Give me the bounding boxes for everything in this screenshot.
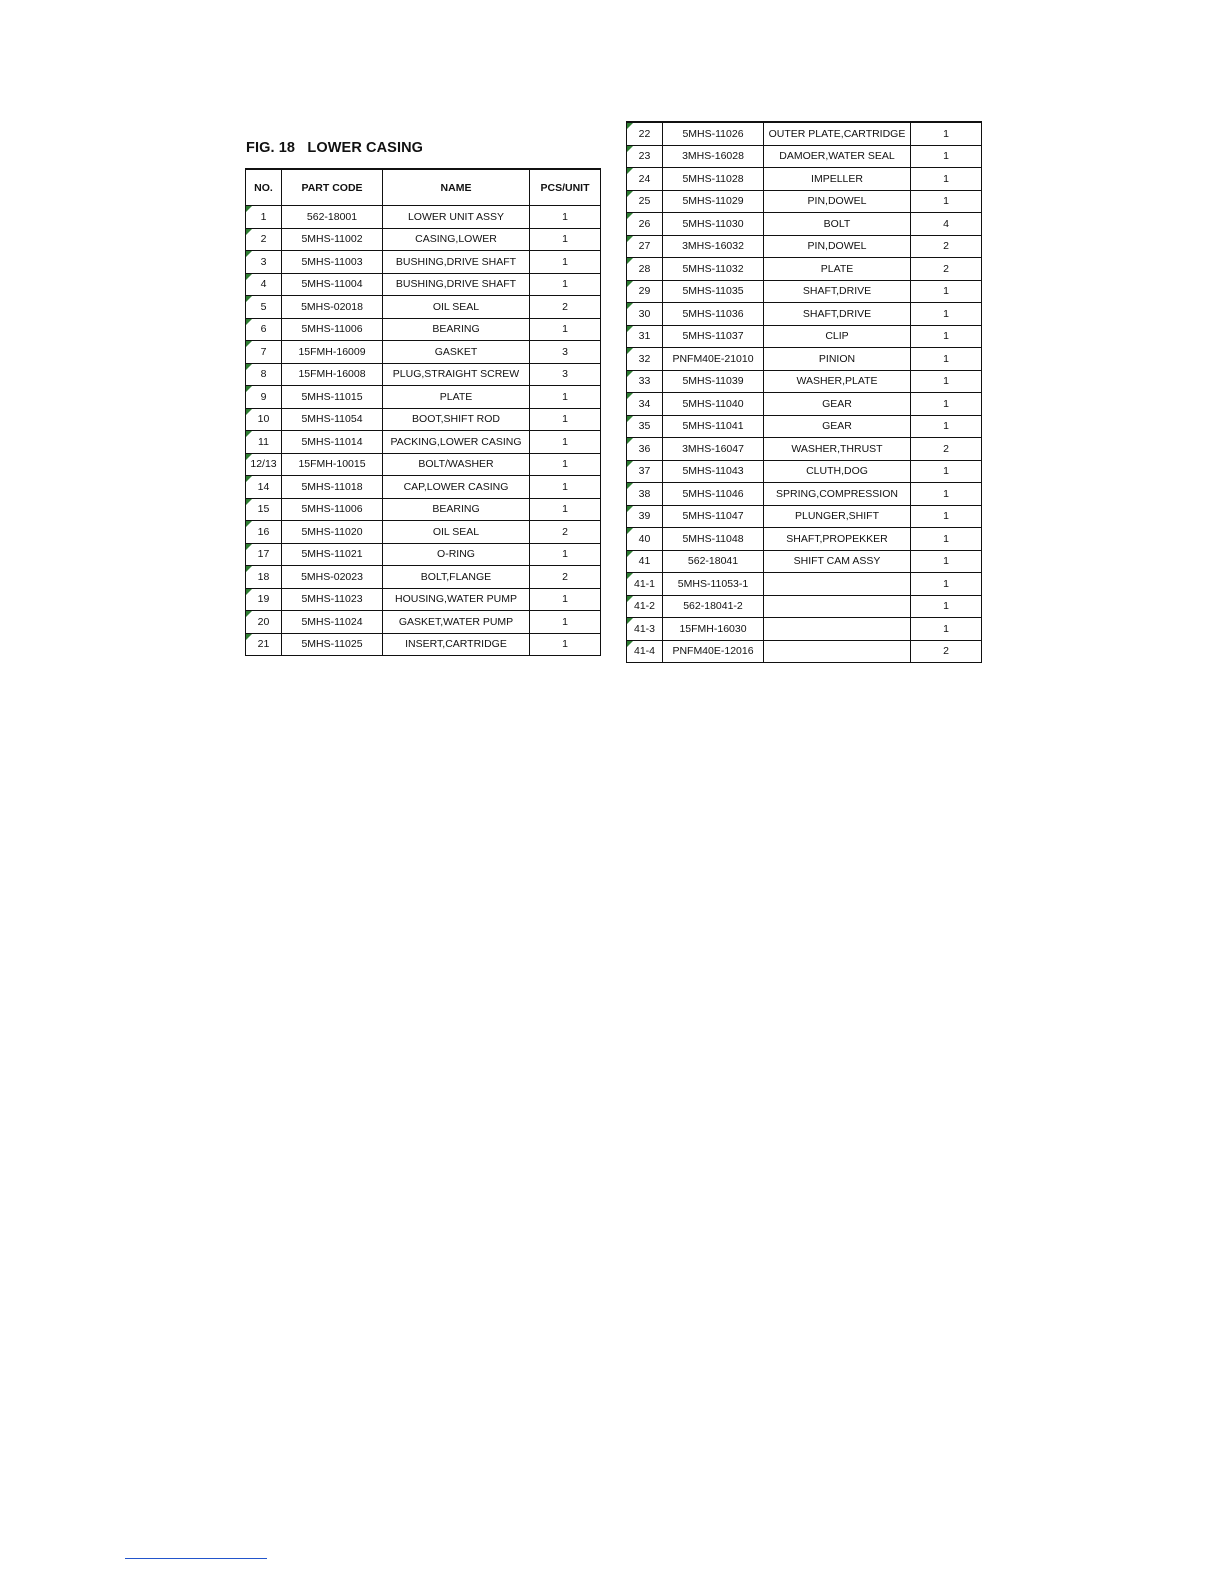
cell-part-code: 562-18001 [282, 206, 383, 229]
cell-name: SPRING,COMPRESSION [764, 483, 911, 506]
cell-part-code: 5MHS-11020 [282, 521, 383, 544]
cell-no: 17 [246, 543, 282, 566]
header-part-code: PART CODE [282, 169, 383, 206]
parts-table-left [245, 168, 601, 656]
cell-pcs: 2 [911, 438, 982, 461]
table-row [246, 363, 601, 386]
cell-no: 19 [246, 588, 282, 611]
table-row [246, 206, 601, 229]
cell-no: 37 [627, 460, 663, 483]
cell-name: PIN,DOWEL [764, 190, 911, 213]
table-row [246, 611, 601, 634]
cell-name: SHIFT CAM ASSY [764, 550, 911, 573]
cell-part-code: 15FMH-10015 [282, 453, 383, 476]
cell-no: 33 [627, 370, 663, 393]
cell-part-code: 5MHS-11006 [282, 498, 383, 521]
cell-no: 27 [627, 235, 663, 258]
cell-name: BOOT,SHIFT ROD [383, 408, 530, 431]
cell-pcs: 2 [530, 296, 601, 319]
cell-no: 6 [246, 318, 282, 341]
cell-pcs: 1 [530, 498, 601, 521]
cell-part-code: 5MHS-11048 [663, 528, 764, 551]
cell-pcs: 2 [911, 235, 982, 258]
table-row [627, 370, 982, 393]
cell-no: 26 [627, 213, 663, 236]
cell-pcs: 1 [530, 476, 601, 499]
cell-name: INSERT,CARTRIDGE [383, 633, 530, 656]
cell-part-code: 5MHS-11040 [663, 393, 764, 416]
cell-part-code: 5MHS-11036 [663, 303, 764, 326]
cell-pcs: 1 [911, 122, 982, 145]
cell-name: BOLT/WASHER [383, 453, 530, 476]
cell-name: PLATE [764, 258, 911, 281]
cell-pcs: 1 [530, 251, 601, 274]
cell-pcs: 3 [530, 363, 601, 386]
header-no: NO. [246, 169, 282, 206]
cell-no: 7 [246, 341, 282, 364]
cell-part-code: 5MHS-11054 [282, 408, 383, 431]
cell-pcs: 1 [911, 303, 982, 326]
cell-no: 32 [627, 348, 663, 371]
cell-no: 31 [627, 325, 663, 348]
cell-part-code: 5MHS-11039 [663, 370, 764, 393]
table-row [246, 521, 601, 544]
cell-no: 41-3 [627, 618, 663, 641]
table-row [627, 595, 982, 618]
cell-part-code: 5MHS-11041 [663, 415, 764, 438]
cell-name: PLUNGER,SHIFT [764, 505, 911, 528]
cell-part-code: 5MHS-11021 [282, 543, 383, 566]
cell-name: O-RING [383, 543, 530, 566]
cell-part-code: 5MHS-02018 [282, 296, 383, 319]
cell-pcs: 1 [911, 460, 982, 483]
cell-part-code: PNFM40E-21010 [663, 348, 764, 371]
cell-pcs: 1 [530, 633, 601, 656]
table-row [627, 438, 982, 461]
cell-pcs: 1 [530, 453, 601, 476]
table-row [246, 453, 601, 476]
header-name: NAME [383, 169, 530, 206]
table-row [246, 633, 601, 656]
cell-pcs: 1 [911, 573, 982, 596]
table-row [246, 498, 601, 521]
cell-pcs: 4 [911, 213, 982, 236]
cell-no: 41-2 [627, 595, 663, 618]
cell-pcs: 2 [530, 566, 601, 589]
table-row [627, 483, 982, 506]
table-row [627, 618, 982, 641]
cell-no: 3 [246, 251, 282, 274]
cell-name: GASKET [383, 341, 530, 364]
cell-part-code: 5MHS-11028 [663, 168, 764, 191]
cell-name: CAP,LOWER CASING [383, 476, 530, 499]
table-row [627, 213, 982, 236]
cell-pcs: 2 [911, 640, 982, 663]
table-row [627, 325, 982, 348]
cell-no: 15 [246, 498, 282, 521]
cell-name: PIN,DOWEL [764, 235, 911, 258]
table-row [246, 273, 601, 296]
cell-part-code: 5MHS-11035 [663, 280, 764, 303]
cell-no: 41 [627, 550, 663, 573]
table-row [627, 640, 982, 663]
table-row [627, 550, 982, 573]
cell-part-code: 5MHS-11002 [282, 228, 383, 251]
cell-pcs: 1 [530, 318, 601, 341]
cell-part-code: 5MHS-11023 [282, 588, 383, 611]
table-row [627, 505, 982, 528]
cell-no: 41-1 [627, 573, 663, 596]
cell-no: 39 [627, 505, 663, 528]
cell-name: PLUG,STRAIGHT SCREW [383, 363, 530, 386]
cell-pcs: 1 [530, 206, 601, 229]
cell-pcs: 1 [911, 370, 982, 393]
cell-name: GEAR [764, 393, 911, 416]
cell-pcs: 1 [530, 228, 601, 251]
cell-pcs: 1 [911, 145, 982, 168]
table-row [627, 280, 982, 303]
cell-name: LOWER UNIT ASSY [383, 206, 530, 229]
cell-name: BOLT,FLANGE [383, 566, 530, 589]
cell-name: GEAR [764, 415, 911, 438]
cell-part-code: 5MHS-11018 [282, 476, 383, 499]
cell-part-code: 5MHS-11014 [282, 431, 383, 454]
cell-part-code: 3MHS-16047 [663, 438, 764, 461]
cell-pcs: 1 [911, 280, 982, 303]
left-table-body [246, 206, 601, 656]
cell-no: 20 [246, 611, 282, 634]
cell-name: BEARING [383, 318, 530, 341]
cell-name: BUSHING,DRIVE SHAFT [383, 251, 530, 274]
table-row [627, 258, 982, 281]
cell-name: WASHER,PLATE [764, 370, 911, 393]
cell-pcs: 3 [530, 341, 601, 364]
cell-name: PACKING,LOWER CASING [383, 431, 530, 454]
cell-part-code: 562-18041-2 [663, 595, 764, 618]
cell-pcs: 1 [911, 483, 982, 506]
cell-name: PLATE [383, 386, 530, 409]
cell-part-code: 5MHS-11026 [663, 122, 764, 145]
table-row [246, 588, 601, 611]
cell-no: 21 [246, 633, 282, 656]
table-row [627, 303, 982, 326]
header-pcs-unit: PCS/UNIT [530, 169, 601, 206]
table-row [246, 476, 601, 499]
table-row [246, 318, 601, 341]
table-row [627, 415, 982, 438]
cell-pcs: 1 [911, 595, 982, 618]
cell-name [764, 573, 911, 596]
cell-part-code: 15FMH-16008 [282, 363, 383, 386]
cell-part-code: 3MHS-16032 [663, 235, 764, 258]
cell-name: CLUTH,DOG [764, 460, 911, 483]
cell-pcs: 1 [530, 386, 601, 409]
parts-table-right [626, 121, 982, 663]
table-row [627, 168, 982, 191]
table-row [246, 386, 601, 409]
cell-pcs: 1 [530, 273, 601, 296]
cell-name: GASKET,WATER PUMP [383, 611, 530, 634]
cell-no: 30 [627, 303, 663, 326]
cell-name: WASHER,THRUST [764, 438, 911, 461]
table-row [246, 566, 601, 589]
cell-no: 16 [246, 521, 282, 544]
table-row [246, 251, 601, 274]
cell-part-code: 5MHS-11015 [282, 386, 383, 409]
cell-pcs: 1 [911, 415, 982, 438]
cell-no: 36 [627, 438, 663, 461]
cell-pcs: 1 [911, 168, 982, 191]
table-row [246, 341, 601, 364]
cell-name: OIL SEAL [383, 521, 530, 544]
cell-part-code: 5MHS-11046 [663, 483, 764, 506]
cell-part-code: 5MHS-11032 [663, 258, 764, 281]
cell-part-code: 5MHS-11025 [282, 633, 383, 656]
cell-pcs: 1 [911, 528, 982, 551]
cell-no: 28 [627, 258, 663, 281]
cell-pcs: 2 [911, 258, 982, 281]
cell-part-code: 15FMH-16030 [663, 618, 764, 641]
cell-part-code: 15FMH-16009 [282, 341, 383, 364]
cell-pcs: 1 [911, 348, 982, 371]
cell-no: 14 [246, 476, 282, 499]
cell-name: BEARING [383, 498, 530, 521]
cell-no: 9 [246, 386, 282, 409]
cell-part-code: 5MHS-11006 [282, 318, 383, 341]
table-row [246, 408, 601, 431]
cell-pcs: 1 [530, 588, 601, 611]
cell-part-code: 3MHS-16028 [663, 145, 764, 168]
cell-pcs: 1 [911, 190, 982, 213]
cell-no: 24 [627, 168, 663, 191]
cell-name: SHAFT,DRIVE [764, 303, 911, 326]
table-row [627, 573, 982, 596]
cell-pcs: 1 [530, 543, 601, 566]
cell-name: SHAFT,DRIVE [764, 280, 911, 303]
table-row [246, 228, 601, 251]
cell-no: 12/13 [246, 453, 282, 476]
cell-no: 4 [246, 273, 282, 296]
cell-name: SHAFT,PROPEKKER [764, 528, 911, 551]
cell-pcs: 1 [911, 505, 982, 528]
cell-no: 29 [627, 280, 663, 303]
cell-part-code: 5MHS-11053-1 [663, 573, 764, 596]
cell-part-code: 5MHS-11004 [282, 273, 383, 296]
cell-pcs: 1 [911, 618, 982, 641]
cell-part-code: 5MHS-11003 [282, 251, 383, 274]
right-table-region [620, 118, 990, 682]
footnote-separator [125, 1558, 267, 1559]
cell-name: IMPELLER [764, 168, 911, 191]
table-row [627, 145, 982, 168]
cell-pcs: 1 [530, 611, 601, 634]
left-table-region [240, 120, 610, 682]
cell-name [764, 595, 911, 618]
cell-no: 5 [246, 296, 282, 319]
cell-name [764, 618, 911, 641]
cell-name: HOUSING,WATER PUMP [383, 588, 530, 611]
cell-name: OUTER PLATE,CARTRIDGE [764, 122, 911, 145]
header-row [246, 169, 601, 206]
cell-name: OIL SEAL [383, 296, 530, 319]
cell-no: 25 [627, 190, 663, 213]
cell-pcs: 1 [911, 550, 982, 573]
cell-no: 1 [246, 206, 282, 229]
cell-no: 2 [246, 228, 282, 251]
table-row [627, 235, 982, 258]
cell-part-code: 5MHS-11043 [663, 460, 764, 483]
figure-title: FIG. 18 LOWER CASING [246, 140, 424, 156]
cell-pcs: 1 [911, 325, 982, 348]
right-table-body [627, 122, 982, 663]
cell-no: 40 [627, 528, 663, 551]
cell-no: 18 [246, 566, 282, 589]
cell-no: 22 [627, 122, 663, 145]
table-row [627, 460, 982, 483]
cell-part-code: 5MHS-02023 [282, 566, 383, 589]
table-row [627, 393, 982, 416]
table-row [627, 348, 982, 371]
table-row [627, 190, 982, 213]
table-row [627, 122, 982, 145]
cell-pcs: 1 [530, 408, 601, 431]
cell-no: 11 [246, 431, 282, 454]
cell-no: 41-4 [627, 640, 663, 663]
cell-name: PINION [764, 348, 911, 371]
cell-part-code: 5MHS-11029 [663, 190, 764, 213]
cell-part-code: 5MHS-11047 [663, 505, 764, 528]
cell-name: CASING,LOWER [383, 228, 530, 251]
cell-pcs: 1 [530, 431, 601, 454]
cell-part-code: PNFM40E-12016 [663, 640, 764, 663]
table-row [246, 543, 601, 566]
cell-part-code: 5MHS-11024 [282, 611, 383, 634]
cell-name [764, 640, 911, 663]
cell-name: CLIP [764, 325, 911, 348]
cell-pcs: 2 [530, 521, 601, 544]
cell-no: 23 [627, 145, 663, 168]
cell-no: 34 [627, 393, 663, 416]
cell-no: 35 [627, 415, 663, 438]
table-row [627, 528, 982, 551]
cell-name: DAMOER,WATER SEAL [764, 145, 911, 168]
cell-part-code: 5MHS-11037 [663, 325, 764, 348]
table-row [246, 296, 601, 319]
cell-pcs: 1 [911, 393, 982, 416]
cell-part-code: 5MHS-11030 [663, 213, 764, 236]
cell-part-code: 562-18041 [663, 550, 764, 573]
cell-name: BOLT [764, 213, 911, 236]
cell-name: BUSHING,DRIVE SHAFT [383, 273, 530, 296]
cell-no: 38 [627, 483, 663, 506]
cell-no: 10 [246, 408, 282, 431]
table-row [246, 431, 601, 454]
cell-no: 8 [246, 363, 282, 386]
